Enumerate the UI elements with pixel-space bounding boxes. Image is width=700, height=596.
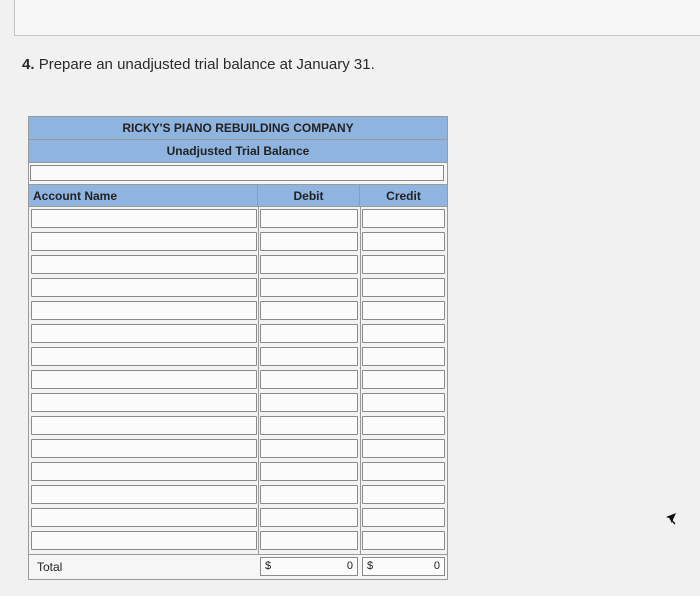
credit-input[interactable]	[362, 301, 445, 320]
question-prompt	[22, 56, 375, 73]
account-name-input[interactable]	[31, 347, 257, 366]
credit-input[interactable]	[362, 508, 445, 527]
column-header-debit: Debit	[258, 185, 360, 207]
credit-input[interactable]	[362, 393, 445, 412]
debit-input[interactable]	[260, 232, 358, 251]
question-number: 4.	[22, 56, 35, 73]
question-text: Prepare an unadjusted trial balance at January 31.	[38, 56, 375, 73]
total-label: Total	[37, 560, 63, 574]
trial-balance-worksheet	[28, 116, 448, 580]
total-credit-currency: $	[367, 560, 374, 572]
debit-input[interactable]	[260, 255, 358, 274]
debit-input[interactable]	[260, 301, 358, 320]
credit-input[interactable]	[362, 347, 445, 366]
credit-input[interactable]	[362, 485, 445, 504]
account-name-input[interactable]	[31, 209, 257, 228]
account-name-input[interactable]	[31, 301, 257, 320]
account-name-input[interactable]	[31, 485, 257, 504]
total-credit-cell	[362, 557, 445, 576]
credit-input[interactable]	[362, 531, 445, 550]
account-name-input[interactable]	[31, 324, 257, 343]
debit-input[interactable]	[260, 485, 358, 504]
date-input[interactable]	[30, 165, 444, 181]
account-name-input[interactable]	[31, 462, 257, 481]
account-name-input[interactable]	[31, 439, 257, 458]
date-row	[29, 163, 447, 185]
account-name-input[interactable]	[31, 393, 257, 412]
column-divider	[360, 207, 361, 554]
mouse-pointer-icon	[664, 512, 678, 526]
total-debit-cell	[260, 557, 358, 576]
credit-input[interactable]	[362, 278, 445, 297]
column-header-credit: Credit	[360, 185, 447, 207]
previous-answer-box	[14, 0, 700, 36]
debit-input[interactable]	[260, 531, 358, 550]
debit-input[interactable]	[260, 347, 358, 366]
account-name-input[interactable]	[31, 255, 257, 274]
account-name-input[interactable]	[31, 416, 257, 435]
credit-input[interactable]	[362, 324, 445, 343]
total-debit-value: 0	[346, 560, 353, 572]
debit-input[interactable]	[260, 209, 358, 228]
debit-input[interactable]	[260, 370, 358, 389]
statement-title: Unadjusted Trial Balance	[29, 140, 447, 163]
debit-input[interactable]	[260, 324, 358, 343]
column-divider	[258, 207, 259, 554]
account-name-input[interactable]	[31, 508, 257, 527]
account-name-input[interactable]	[31, 232, 257, 251]
debit-input[interactable]	[260, 393, 358, 412]
debit-input[interactable]	[260, 278, 358, 297]
account-name-input[interactable]	[31, 531, 257, 550]
credit-input[interactable]	[362, 416, 445, 435]
debit-input[interactable]	[260, 416, 358, 435]
credit-input[interactable]	[362, 232, 445, 251]
debit-input[interactable]	[260, 462, 358, 481]
debit-input[interactable]	[260, 439, 358, 458]
column-header-account-name: Account Name	[29, 185, 258, 207]
credit-input[interactable]	[362, 209, 445, 228]
account-name-input[interactable]	[31, 278, 257, 297]
debit-input[interactable]	[260, 508, 358, 527]
total-credit-value: 0	[433, 560, 440, 572]
credit-input[interactable]	[362, 462, 445, 481]
company-name: RICKY'S PIANO REBUILDING COMPANY	[29, 117, 447, 140]
total-debit-currency: $	[265, 560, 272, 572]
credit-input[interactable]	[362, 370, 445, 389]
account-name-input[interactable]	[31, 370, 257, 389]
credit-input[interactable]	[362, 255, 445, 274]
credit-input[interactable]	[362, 439, 445, 458]
